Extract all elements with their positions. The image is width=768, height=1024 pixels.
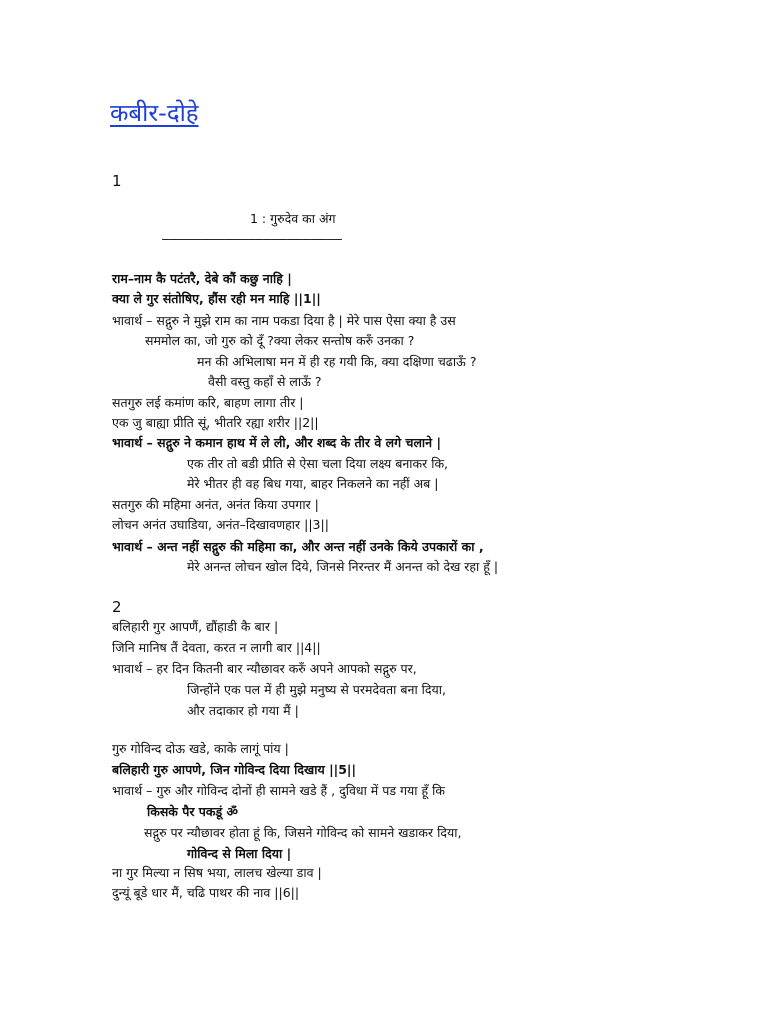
meaning-line: किसके पैर पकडूं ॐ xyxy=(147,804,238,819)
couplet-line: गुरु गोविन्द दोऊ खडे, काके लागूं पांय | xyxy=(112,741,289,756)
section-number: 1 xyxy=(112,172,122,190)
meaning-line: भावार्थ – गुरु और गोविन्द दोनों ही सामने खडे हैं , दुविधा में पड गया हूँ कि xyxy=(112,783,445,798)
couplet-line: दुन्यूं बूडे धार मैं, चढि पाथर की नाव ||6|| xyxy=(112,885,300,900)
couplet-line: बलिहारी गुर आपणैं, द्यौंहाडी कै बार | xyxy=(112,619,279,634)
chapter-heading: 1 : गुरुदेव का अंग xyxy=(250,211,336,226)
meaning-line: मेरे अनन्त लोचन खोल दिये, जिनसे निरन्तर मैं अनन्त को देख रहा हूँ | xyxy=(187,559,499,574)
meaning-line: मेरे भीतर ही वह बिध गया, बाहर निकलने का नहीं अब | xyxy=(187,476,439,491)
couplet-line: लोचन अनंत उघाडिया, अनंत–दिखावणहार ||3|| xyxy=(112,517,329,532)
couplet-line: बलिहारी गुरु आपणे, जिन गोविन्द दिया दिखाय ||5|| xyxy=(112,762,357,777)
couplet-line: सतगुरु की महिमा अनंत, अनंत किया उपगार | xyxy=(112,497,319,512)
document-title: कबीर-दोहे xyxy=(110,99,199,127)
couplet-line: राम–नाम कै पटंतरै, देबे कौं कछु नाहि | xyxy=(112,271,292,286)
meaning-line: एक तीर तो बडी प्रीति से ऐसा चला दिया लक्ष्य बनाकर कि, xyxy=(187,456,449,471)
meaning-line: भावार्थ – सद्गुरु ने कमान हाथ में ले ली, और शब्द के तीर वे लगे चलाने | xyxy=(112,435,442,450)
couplet-line: ना गुर मिल्या न सिष भया, लालच खेल्या डाव | xyxy=(112,865,322,880)
chapter-rule: ——————————————————————— xyxy=(162,232,343,247)
meaning-line: गोविन्द से मिला दिया | xyxy=(187,846,292,861)
meaning-line: सममोल का, जो गुरु को दूँ ?क्या लेकर सन्तोष करुँ उनका ? xyxy=(145,333,415,348)
meaning-line: मन की अभिलाषा मन में ही रह गयी कि, क्या दक्षिणा चढाऊँ ? xyxy=(197,354,477,369)
meaning-line: और तदाकार हो गया मैं | xyxy=(187,703,299,718)
meaning-line: भावार्थ – अन्त नहीं सद्गुरु की महिमा का, और अन्त नहीं उनके किये उपकारों का , xyxy=(112,539,484,554)
meaning-line: सद्गुरु पर न्यौछावर होता हूं कि, जिसने गोविन्द को सामने खडाकर दिया, xyxy=(144,825,462,840)
section-number: 2 xyxy=(112,598,122,616)
couplet-line: जिनि मानिष तैं देवता, करत न लागी बार ||4|| xyxy=(112,640,321,655)
meaning-line: जिन्होंने एक पल में ही मुझे मनुष्य से परमदेवता बना दिया, xyxy=(187,682,446,697)
couplet-line: क्या ले गुर संतोषिए, हौंस रही मन माहि ||1|| xyxy=(112,291,321,306)
meaning-line: भावार्थ – सद्गुरु ने मुझे राम का नाम पकडा दिया है | मेरे पास ऐसा क्या है उस xyxy=(112,313,456,328)
couplet-line: सतगुरु लई कमांण करि, बाहण लागा तीर | xyxy=(112,395,304,410)
meaning-line: वैसी वस्तु कहाँ से लाऊँ ? xyxy=(208,374,322,389)
meaning-line: भावार्थ – हर दिन कितनी बार न्यौछावर करुँ अपने आपको सद्गुरु पर, xyxy=(112,661,417,676)
couplet-line: एक जु बाह्या प्रीति सूं, भीतरि रह्या शरीर ||2|| xyxy=(112,415,319,430)
